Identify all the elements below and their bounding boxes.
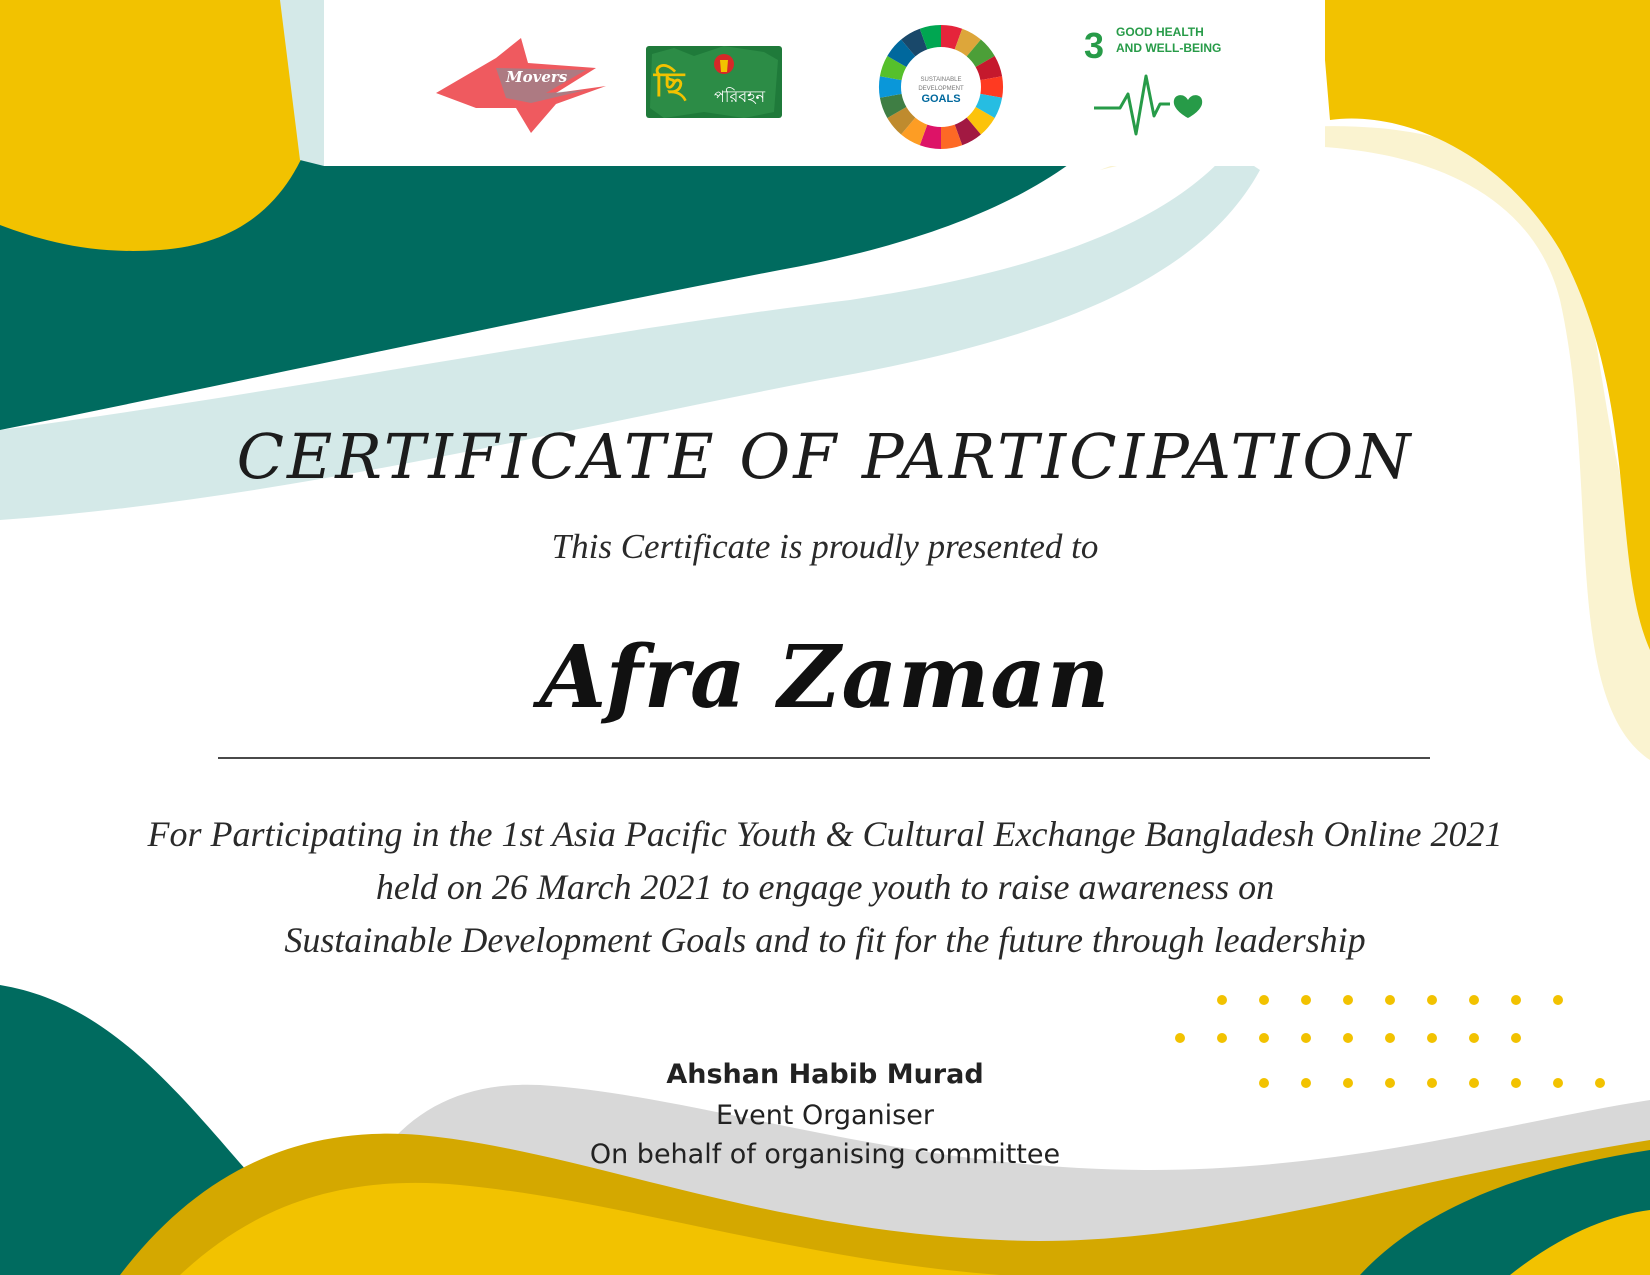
partner-logo xyxy=(644,42,784,122)
name-underline xyxy=(218,757,1430,759)
description-line-1: For Participating in the 1st Asia Pacific Youth & Cultural Exchange Bangladesh Online 2021 xyxy=(147,814,1503,854)
goal3-logo xyxy=(1084,18,1234,148)
movers-logo-text: Movers xyxy=(506,68,568,86)
recipient-name: Afra Zaman xyxy=(539,627,1111,728)
signatory-behalf: On behalf of organising committee xyxy=(589,1139,1061,1170)
description-line-3: Sustainable Development Goals and to fit for the future through leadership xyxy=(284,920,1366,960)
svg-text:DEVELOPMENT: DEVELOPMENT xyxy=(918,86,964,92)
goal3-number: 3 xyxy=(1084,25,1105,66)
certificate-title: CERTIFICATE OF PARTICIPATION xyxy=(236,420,1414,493)
svg-text:SUSTAINABLE: SUSTAINABLE xyxy=(920,77,962,83)
certificate-description xyxy=(0,808,1650,967)
svg-text:ছি: ছি xyxy=(654,65,685,105)
partner-logo-text: পরিবহন xyxy=(714,87,766,106)
sponsor-logo-bar xyxy=(324,0,1325,166)
movers-logo xyxy=(436,38,616,134)
svg-text:AND WELL-BEING: AND WELL-BEING xyxy=(1116,41,1222,55)
description-line-2: held on 26 March 2021 to engage youth to raise awareness on xyxy=(375,867,1275,907)
heart-icon xyxy=(1174,95,1202,118)
heartbeat-icon xyxy=(1094,76,1170,134)
signatory-name: Ahshan Habib Murad xyxy=(666,1059,984,1090)
signatory-role: Event Organiser xyxy=(716,1100,934,1131)
svg-text:GOALS: GOALS xyxy=(921,93,961,105)
svg-text:GOOD HEALTH: GOOD HEALTH xyxy=(1116,25,1204,39)
sdg-logo xyxy=(874,20,1008,154)
certificate-subtitle: This Certificate is proudly presented to xyxy=(551,527,1099,566)
